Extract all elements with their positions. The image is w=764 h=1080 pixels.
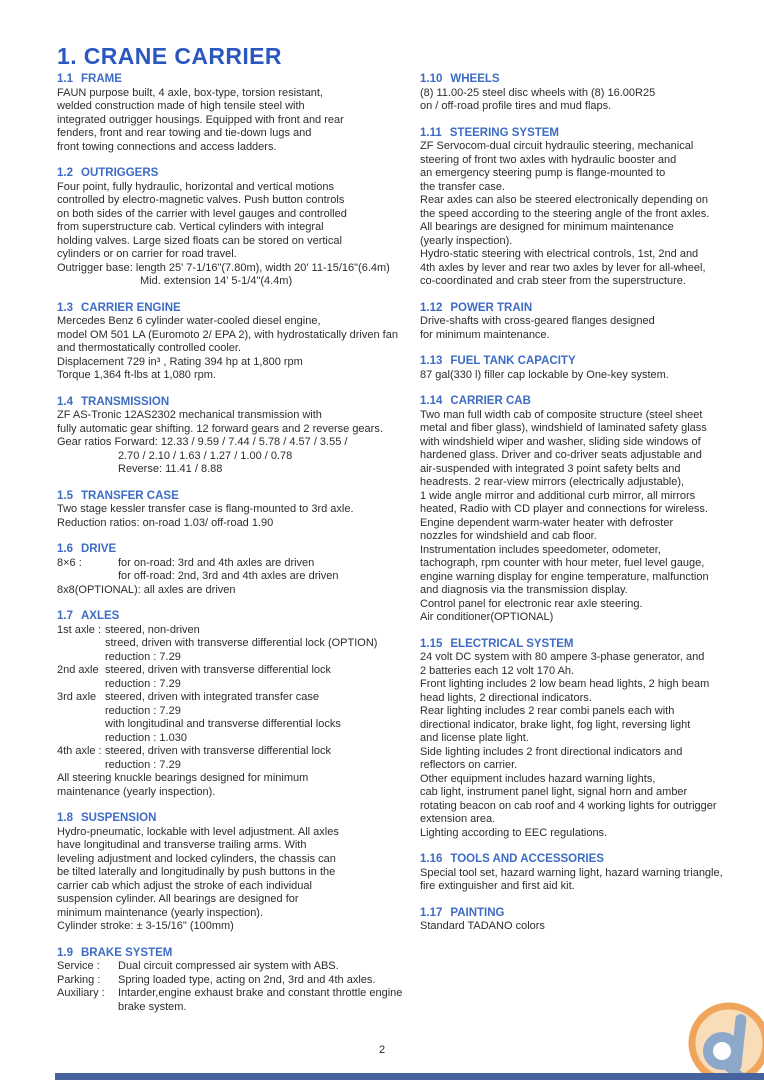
spec-line [420, 571, 750, 585]
spec-line [57, 87, 417, 101]
section-number: 1.9 [57, 946, 73, 959]
section-heading [420, 853, 750, 867]
spec-line-text: Special tool set, hazard warning light, hazard warning triangle, [420, 866, 723, 879]
section-number: 1.11 [420, 126, 442, 139]
footer-accent-bar [55, 1073, 764, 1080]
spec-line [420, 867, 750, 881]
section-heading [57, 610, 417, 624]
spec-line-text: integrated outrigger housings. Equipped with front and rear [57, 113, 344, 126]
spec-line [420, 422, 750, 436]
section-title: BRAKE SYSTEM [81, 946, 173, 959]
spec-line-text: air-suspended with integrated 3 point safety belts and [420, 462, 681, 475]
section-1.15 [420, 638, 750, 841]
section-1.17 [420, 907, 750, 934]
section-title: CARRIER ENGINE [81, 301, 181, 314]
spec-line-text: Displacement 729 in³ , Rating 394 hp at 1,800 rpm [57, 355, 303, 368]
spec-line [57, 208, 417, 222]
spec-line-text: and diagnosis via the transmission display. [420, 584, 628, 596]
section-number: 1.8 [57, 812, 73, 824]
section-number: 1.10 [420, 73, 443, 85]
spec-line [57, 759, 417, 773]
spec-line [57, 342, 417, 356]
spec-line-text: Rear axles can also be steered electronically depending on [420, 194, 709, 206]
spec-line [57, 678, 417, 692]
spec-line [420, 665, 750, 679]
spec-line [420, 275, 750, 289]
section-number: 1.2 [57, 167, 73, 179]
spec-line [420, 584, 750, 598]
spec-line [420, 436, 750, 450]
section-title: TRANSFER CASE [81, 489, 179, 502]
spec-line [57, 356, 417, 370]
spec-line [57, 423, 417, 437]
spec-line [57, 826, 417, 840]
spec-line-text: cylinders or on carrier for road travel. [57, 248, 237, 260]
spec-line-text: Air conditioner(OPTIONAL) [420, 611, 554, 623]
spec-line-text: leveling adjustment and locked cylinders, the chassis can [57, 852, 336, 865]
spec-line [420, 154, 750, 168]
section-1.3 [57, 302, 417, 383]
spec-line [57, 503, 417, 517]
spec-line-text: steered, driven with integrated transfer case [105, 691, 320, 703]
spec-line [57, 181, 417, 195]
spec-line-text: extension area. [420, 813, 496, 825]
spec-line [420, 194, 750, 208]
spec-line-text: 1 wide angle mirror and additional curb mirror, all mirrors [420, 489, 696, 502]
spec-line [420, 530, 750, 544]
spec-line [57, 893, 417, 907]
spec-line [57, 409, 417, 423]
spec-line-text: Gear ratios Forward: 12.33 / 9.59 / 7.44 / 5.78 / 4.57 / 3.55 / [57, 436, 348, 448]
spec-line [420, 732, 750, 746]
section-1.7 [57, 610, 417, 799]
section-heading [57, 73, 417, 87]
spec-line [57, 450, 417, 464]
spec-line [57, 436, 417, 450]
section-heading [57, 812, 417, 826]
spec-line-text: from superstructure cab. Vertical cylinders with integral [57, 221, 324, 233]
spec-line-text: be tilted laterally and longitudinally by push buttons in the [57, 866, 336, 878]
spec-line [57, 732, 417, 746]
section-1.8 [57, 812, 417, 934]
spec-line [420, 920, 750, 934]
section-1.16 [420, 853, 750, 894]
spec-line-text: Drive-shafts with cross-geared flanges designed [420, 315, 655, 327]
section-heading [420, 907, 750, 921]
spec-line-text: Instrumentation includes speedometer, odometer, [420, 543, 661, 556]
spec-line [57, 141, 417, 155]
spec-line [420, 235, 750, 249]
spec-line-text: model OM 501 LA (Euromoto 2/ EPA 2), with hydrostatically driven fan [57, 328, 398, 341]
spec-line [57, 557, 417, 571]
spec-line [420, 208, 750, 222]
spec-line-text: 24 volt DC system with 80 ampere 3-phase generator, and [420, 651, 705, 663]
spec-line-label: Service : [57, 960, 100, 972]
spec-line-text: cab light, instrument panel light, signal horn and amber [420, 786, 688, 798]
spec-line-text: steered, driven with transverse differential lock [105, 664, 332, 676]
spec-line [420, 87, 750, 101]
spec-line-text: ZF AS-Tronic 12AS2302 mechanical transmission with [57, 409, 322, 421]
spec-line [420, 329, 750, 343]
spec-line-text: suspension cylinder. All bearings are designed for [57, 893, 299, 905]
spec-line-text: Reverse: 11.41 / 8.88 [118, 463, 223, 475]
spec-line-text: minimum maintenance (yearly inspection). [57, 906, 264, 919]
spec-line [420, 557, 750, 571]
spec-line [420, 692, 750, 706]
spec-line [57, 570, 417, 584]
spec-line-text: (yearly inspection). [420, 234, 513, 247]
spec-line-text: Intarder,engine exhaust brake and constant throttle engine [118, 987, 403, 999]
section-heading [57, 396, 417, 410]
spec-line-text: reduction : 7.29 [105, 704, 181, 717]
spec-line-text: Two stage kessler transfer case is flang-mounted to 3rd axle. [57, 503, 354, 515]
section-heading [420, 302, 750, 316]
spec-line-text: 8x8(OPTIONAL): all axles are driven [57, 583, 236, 596]
spec-line-text: heated, Radio with CD player and connections for wireless. [420, 503, 708, 515]
spec-line-text: Torque 1,364 ft-lbs at 1,080 rpm. [57, 369, 216, 381]
spec-line-text: All bearings are designed for minimum maintenance [420, 221, 674, 233]
spec-line [420, 827, 750, 841]
spec-line-text: reflectors on carrier. [420, 759, 518, 771]
spec-line-text: for minimum maintenance. [420, 328, 550, 341]
section-title: TRANSMISSION [81, 395, 170, 408]
spec-line [420, 449, 750, 463]
spec-line-text: Hydro-static steering with electrical controls, 1st, 2nd and [420, 248, 699, 260]
spec-line [57, 705, 417, 719]
spec-line-text: (8) 11.00-25 steel disc wheels with (8) 16.00R25 [420, 86, 656, 99]
section-number: 1.15 [420, 637, 443, 650]
spec-line [420, 786, 750, 800]
spec-line-text: front towing connections and access ladders. [57, 140, 277, 153]
spec-line-label: Parking : [57, 973, 101, 986]
spec-line-text: Spring loaded type, acting on 2nd, 3rd and 4th axles. [118, 973, 376, 986]
section-number: 1.3 [57, 301, 73, 314]
spec-line [57, 127, 417, 141]
spec-line-text: 2.70 / 2.10 / 1.63 / 1.27 / 1.00 / 0.78 [118, 449, 293, 462]
spec-line-text: Lighting according to EEC regulations. [420, 826, 608, 839]
spec-line-text: with windshield wiper and washer, sliding side windows of [420, 435, 701, 448]
spec-line-text: fully automatic gear shifting. 12 forward gears and 2 reverse gears. [57, 422, 383, 435]
section-heading [420, 638, 750, 652]
spec-line [420, 746, 750, 760]
spec-line [420, 759, 750, 773]
spec-line-text: streed, driven with transverse differential lock (OPTION) [105, 637, 378, 649]
spec-line-text: Engine dependent warm-water heater with defroster [420, 516, 674, 529]
spec-line [57, 987, 417, 1001]
spec-line-text: the transfer case. [420, 180, 505, 193]
spec-line [420, 167, 750, 181]
section-1.13 [420, 355, 750, 382]
spec-line-text: directional indicator, brake light, fog light, reversing light [420, 718, 691, 731]
spec-line-text: rotating beacon on cab roof and 4 working lights for outrigger [420, 799, 717, 812]
section-heading [420, 395, 750, 409]
right-column [420, 73, 750, 947]
section-title: POWER TRAIN [450, 301, 533, 314]
section-heading [420, 355, 750, 369]
spec-line [420, 248, 750, 262]
spec-line [57, 637, 417, 651]
section-1.2 [57, 167, 417, 289]
spec-line [57, 718, 417, 732]
spec-line-text: Mid. extension 14' 5-1/4"(4.4m) [140, 275, 293, 287]
spec-line [420, 678, 750, 692]
spec-line-text: 4th axles by lever and rear two axles by lever for all-wheel, [420, 261, 706, 274]
spec-line-text: steering of front two axles with hydraulic booster and [420, 153, 677, 166]
spec-line-text: have longitudinal and transverse trailing arms. With [57, 839, 307, 851]
spec-line-text: Cylinder stroke: ± 3-15/16" (100mm) [57, 920, 234, 932]
spec-line [57, 262, 417, 276]
section-1.14 [420, 395, 750, 625]
spec-line [57, 664, 417, 678]
section-number: 1.16 [420, 853, 443, 865]
spec-line-text: engine warning display for engine temperature, malfunction [420, 570, 709, 583]
spec-line-text: nozzles for windshield and cab floor. [420, 530, 597, 542]
spec-line-text: Hydro-pneumatic, lockable with level adjustment. All axles [57, 825, 339, 838]
section-heading [420, 73, 750, 87]
spec-line-text: co-coordinated and crab steer from the superstructure. [420, 275, 686, 287]
section-1.4 [57, 396, 417, 477]
spec-line [420, 221, 750, 235]
spec-line-text: 2 batteries each 12 volt 170 Ah. [420, 664, 575, 677]
spec-line-text: on / off-road profile tires and mud flaps. [420, 100, 612, 112]
spec-line-text: Four point, fully hydraulic, horizontal and vertical motions [57, 180, 334, 193]
spec-line [57, 221, 417, 235]
section-title: OUTRIGGERS [81, 167, 159, 179]
section-title: SUSPENSION [81, 812, 157, 824]
section-title: STEERING SYSTEM [449, 126, 560, 139]
spec-line-label: 2nd axle [57, 664, 99, 676]
section-number: 1.12 [420, 301, 443, 314]
spec-line-text: and thermostatically controlled cooler. [57, 342, 242, 354]
spec-line [420, 611, 750, 625]
spec-line-text: brake system. [118, 1000, 187, 1013]
spec-line [57, 651, 417, 665]
section-1.5 [57, 490, 417, 531]
spec-line-text: the speed according to the steering angle of the front axles. [420, 207, 710, 220]
spec-line [420, 773, 750, 787]
spec-line [420, 705, 750, 719]
section-title: WHEELS [450, 73, 500, 85]
spec-line-text: Control panel for electronic rear axle steering. [420, 597, 643, 610]
spec-line-text: Side lighting includes 2 front directional indicators and [420, 745, 683, 758]
spec-line-text: reduction : 7.29 [105, 677, 181, 690]
spec-line [57, 866, 417, 880]
spec-line-text: fenders, front and rear towing and tie-down lugs and [57, 127, 312, 139]
spec-line [420, 719, 750, 733]
spec-line [57, 745, 417, 759]
spec-line [420, 140, 750, 154]
spec-line [57, 920, 417, 934]
spec-line [57, 329, 417, 343]
spec-line [420, 651, 750, 665]
spec-line [57, 194, 417, 208]
section-title: ELECTRICAL SYSTEM [450, 637, 574, 650]
spec-line-text: for off-road: 2nd, 3rd and 4th axles are driven [118, 570, 339, 582]
section-heading [420, 127, 750, 141]
section-title: CARRIER CAB [450, 395, 531, 407]
section-number: 1.4 [57, 395, 73, 408]
section-1.6 [57, 543, 417, 597]
section-heading [57, 167, 417, 181]
spec-line-text: Mercedes Benz 6 cylinder water-cooled diesel engine, [57, 315, 321, 327]
spec-line-label: 8×6 : [57, 556, 82, 569]
spec-line-text: All steering knuckle bearings designed for minimum [57, 772, 309, 784]
spec-line-text: 87 gal(330 l) filler cap lockable by One-key system. [420, 368, 669, 381]
spec-line [420, 880, 750, 894]
spec-line-text: maintenance (yearly inspection). [57, 785, 216, 798]
spec-line-text: steered, driven with transverse differential lock [105, 745, 332, 757]
section-title: PAINTING [450, 906, 505, 919]
spec-line-text: with longitudinal and transverse differential locks [105, 718, 341, 730]
spec-line-label: 4th axle : [57, 745, 102, 757]
spec-line [57, 691, 417, 705]
spec-line-label: 1st axle : [57, 623, 102, 636]
spec-line [57, 463, 417, 477]
spec-line-text: Reduction ratios: on-road 1.03/ off-road 1.90 [57, 516, 274, 529]
spec-line [57, 275, 417, 289]
spec-line [57, 880, 417, 894]
section-heading [57, 947, 417, 961]
spec-line [420, 100, 750, 114]
spec-line [57, 248, 417, 262]
spec-line-text: Dual circuit compressed air system with ABS. [118, 960, 339, 972]
spec-line-text: Rear lighting includes 2 rear combi panels each with [420, 705, 675, 717]
spec-line-text: FAUN purpose built, 4 axle, box-type, torsion resistant, [57, 86, 323, 99]
section-heading [57, 490, 417, 504]
spec-line-text: carrier cab which adjust the stroke of each individual [57, 879, 312, 892]
spec-line [57, 315, 417, 329]
spec-line-text: fire extinguisher and first aid kit. [420, 880, 575, 892]
spec-line-text: steered, non-driven [105, 623, 200, 636]
page-number: 2 [378, 1044, 386, 1056]
spec-line [57, 624, 417, 638]
spec-line [420, 369, 750, 383]
spec-line [57, 235, 417, 249]
spec-line [57, 853, 417, 867]
spec-line [420, 315, 750, 329]
section-heading [57, 302, 417, 316]
spec-line-text: reduction : 1.030 [105, 731, 187, 744]
spec-line [420, 262, 750, 276]
spec-line-label: Auxiliary : [57, 987, 105, 999]
spec-line-text: reduction : 7.29 [105, 650, 181, 663]
spec-line [57, 1001, 417, 1015]
section-number: 1.17 [420, 906, 443, 919]
spec-line-text: metal and fiber glass), windshield of laminated safety glass [420, 422, 707, 434]
spec-line-text: controlled by electro-magnetic valves. Push button controls [57, 194, 345, 206]
spec-line-label: 3rd axle [57, 691, 97, 703]
spec-line-text: Two man full width cab of composite structure (steel sheet [420, 408, 703, 421]
spec-line [57, 114, 417, 128]
section-title: TOOLS AND ACCESSORIES [450, 853, 604, 865]
spec-line-text: and license plate light. [420, 732, 529, 744]
section-title: FRAME [81, 73, 122, 85]
spec-line-text: Standard TADANO colors [420, 920, 545, 932]
spec-line-text: welded construction made of high tensile steel with [57, 100, 305, 112]
spec-line [57, 839, 417, 853]
section-number: 1.13 [420, 355, 443, 367]
spec-line-text: an emergency steering pump is flange-mounted to [420, 167, 666, 179]
section-number: 1.6 [57, 543, 73, 555]
section-1.9 [57, 947, 417, 1015]
spec-line-text: Other equipment includes hazard warning lights, [420, 772, 656, 785]
section-1.10 [420, 73, 750, 114]
spec-line [57, 974, 417, 988]
spec-line [57, 960, 417, 974]
section-number: 1.7 [57, 610, 73, 622]
spec-line-text: reduction : 7.29 [105, 758, 181, 771]
spec-line [57, 907, 417, 921]
section-1.12 [420, 302, 750, 343]
spec-line [420, 517, 750, 531]
spec-line-text: tachograph, rpm counter with hour meter, fuel level gauge, [420, 557, 705, 569]
spec-line [420, 181, 750, 195]
section-number: 1.1 [57, 73, 73, 85]
spec-line [420, 503, 750, 517]
spec-line [420, 800, 750, 814]
left-column [57, 73, 417, 1027]
spec-line [420, 813, 750, 827]
spec-line [57, 772, 417, 786]
spec-line-text: holding valves. Large sized floats can be stored on vertical [57, 234, 342, 247]
spec-line [420, 463, 750, 477]
spec-line [57, 786, 417, 800]
spec-line [57, 369, 417, 383]
section-title: FUEL TANK CAPACITY [450, 355, 576, 367]
section-title: AXLES [81, 610, 120, 622]
spec-line-text: ZF Servocom-dual circuit hydraulic steering, mechanical [420, 140, 694, 152]
spec-line-text: Front lighting includes 2 low beam head lights, 2 high beam [420, 678, 710, 690]
spec-line-text: head lights, 2 directional indicators. [420, 691, 592, 704]
page-title: 1. CRANE CARRIER [57, 43, 282, 70]
section-number: 1.14 [420, 395, 443, 407]
section-1.11 [420, 127, 750, 289]
spec-line [57, 100, 417, 114]
section-1.1 [57, 73, 417, 154]
spec-line [420, 490, 750, 504]
spec-line-text: hardened glass. Driver and co-driver seats adjustable and [420, 449, 702, 461]
spec-line [420, 598, 750, 612]
spec-line [57, 517, 417, 531]
spec-line [420, 409, 750, 423]
spec-line-text: Outrigger base: length 25' 7-1/16"(7.80m), width 20' 11-15/16"(6.4m) [57, 261, 390, 274]
spec-line [420, 476, 750, 490]
spec-line [57, 584, 417, 598]
spec-line-text: for on-road: 3rd and 4th axles are driven [118, 556, 315, 569]
spec-line-text: headrests. 2 rear-view mirrors (electrically adjustable), [420, 476, 685, 488]
section-heading [57, 543, 417, 557]
section-title: DRIVE [81, 543, 117, 555]
spec-line-text: on both sides of the carrier with level gauges and controlled [57, 207, 347, 220]
spec-line [420, 544, 750, 558]
section-number: 1.5 [57, 489, 73, 502]
brand-logo-icon [680, 998, 764, 1080]
